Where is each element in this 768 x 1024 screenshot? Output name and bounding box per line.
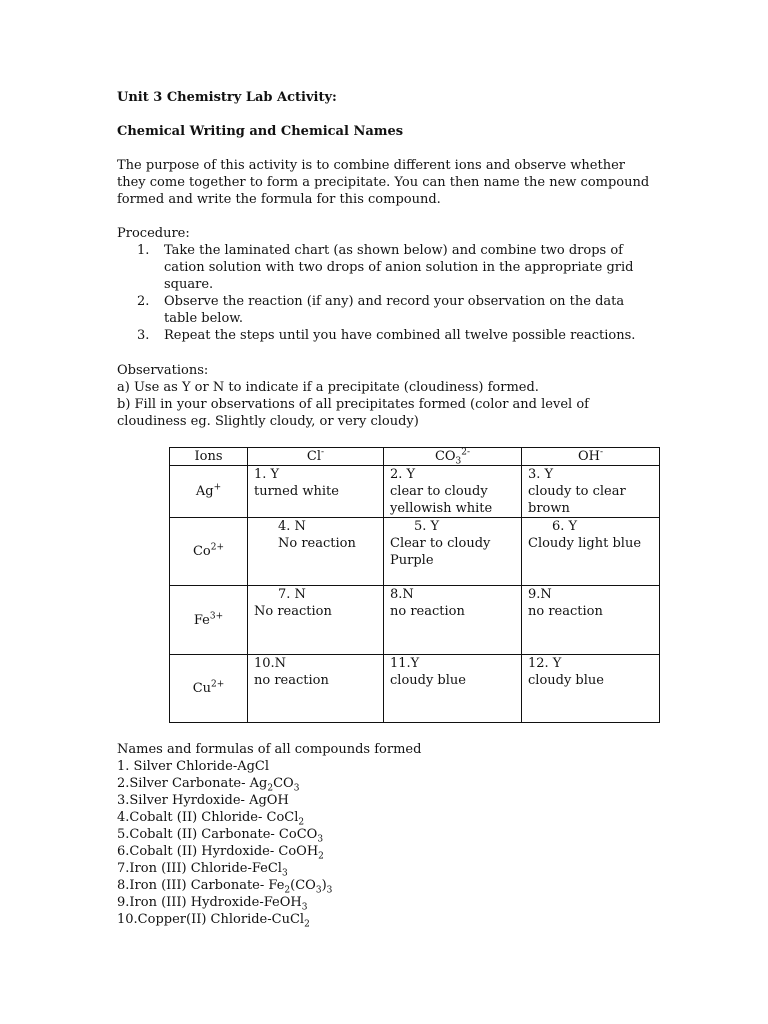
header-carbonate: $CO_3^{2-}$ — [384, 448, 522, 466]
compound-item: 2.Silver Carbonate- $Ag_2CO_3$ — [117, 776, 300, 794]
purpose-paragraph — [117, 157, 677, 208]
purpose-line: The purpose of this activity is to combine different ions and observe whether — [117, 158, 626, 173]
compound-item: 3.Silver Hyrdoxide- AgOH — [117, 793, 289, 808]
observation-cell: 1. Y turned white — [248, 466, 384, 518]
step-line: Repeat the steps until you have combined all twelve possible reactions. — [164, 328, 636, 343]
observation-table — [169, 447, 660, 723]
compound-item: 7.Iron (III) Chloride-FeCl$_3$ — [117, 861, 288, 879]
observations-label: Observations: — [117, 363, 209, 378]
compound-names-section — [117, 741, 421, 928]
purpose-line: formed and write the formula for this compound. — [117, 192, 441, 207]
step-number: 1. — [137, 243, 150, 258]
table-row — [170, 655, 660, 723]
observation-cell: 12. Y cloudy blue — [522, 655, 660, 723]
table-row — [170, 518, 660, 586]
observation-cell: 3. Y cloudy to clear brown — [522, 466, 660, 518]
ion-cell: Ag+ — [170, 466, 248, 518]
step-number: 3. — [137, 328, 150, 343]
names-heading: Names and formulas of all compounds formed — [117, 742, 422, 757]
header-ions: Ions — [170, 448, 248, 466]
observation-cell: 7. N No reaction — [248, 586, 384, 655]
step-line: Observe the reaction (if any) and record your observation on the data — [164, 294, 625, 309]
header-hydroxide: OH- — [522, 448, 660, 466]
step-line: square. — [164, 277, 214, 292]
ion-cell: $Co^{2+}$ — [170, 518, 248, 586]
table-header-row — [170, 448, 660, 466]
observation-instruction-b: b) Fill in your observations of all precipitates formed (color and level of — [117, 397, 589, 412]
step-line: table below. — [164, 311, 243, 326]
compound-item: 1. Silver Chloride-AgCl — [117, 759, 270, 774]
observation-cell: 6. Y Cloudy light blue — [522, 518, 660, 586]
step-number: 2. — [137, 294, 150, 309]
observation-instruction-b-cont: cloudiness eg. Slightly cloudy, or very cloudy) — [117, 414, 419, 429]
ion-cell: $Cu^{2+}$ — [170, 655, 248, 723]
step-line: cation solution with two drops of anion solution in the appropriate grid — [164, 260, 634, 275]
page-title: Unit 3 Chemistry Lab Activity: — [117, 90, 337, 105]
compound-item: 6.Cobalt (II) Hyrdoxide- CoOH$_2$ — [117, 844, 324, 862]
observation-cell: 4. N No reaction — [248, 518, 384, 586]
observation-cell: 9.N no reaction — [522, 586, 660, 655]
step-line: Take the laminated chart (as shown below) and combine two drops of — [164, 243, 623, 258]
procedure-label: Procedure: — [117, 226, 190, 241]
compound-item: 10.Copper(II) Chloride-CuCl$_2$ — [117, 912, 310, 930]
observation-cell: 5. Y Clear to cloudy Purple — [384, 518, 522, 586]
observation-cell: 8.N no reaction — [384, 586, 522, 655]
compound-item: 9.Iron (III) Hydroxide-FeOH$_3$ — [117, 895, 308, 913]
observation-instruction-a: a) Use as Y or N to indicate if a precipitate (cloudiness) formed. — [117, 380, 539, 395]
compound-item: 5.Cobalt (II) Carbonate- CoCO$_3$ — [117, 827, 324, 845]
ion-cell: $Fe^{3+}$ — [170, 586, 248, 655]
compound-item: 8.Iron (III) Carbonate- $Fe_2(CO_3)_3$ — [117, 878, 333, 896]
purpose-line: they come together to form a precipitate. You can then name the new compound — [117, 175, 650, 190]
observation-cell: 10.N no reaction — [248, 655, 384, 723]
observation-cell: 11.Y cloudy blue — [384, 655, 522, 723]
table-row — [170, 466, 660, 518]
page-subtitle: Chemical Writing and Chemical Names — [117, 124, 404, 139]
header-chloride: Cl- — [248, 448, 384, 466]
table-row — [170, 586, 660, 655]
observation-cell: 2. Y clear to cloudy yellowish white — [384, 466, 522, 518]
compound-item: 4.Cobalt (II) Chloride- CoCl$_2$ — [117, 810, 305, 828]
